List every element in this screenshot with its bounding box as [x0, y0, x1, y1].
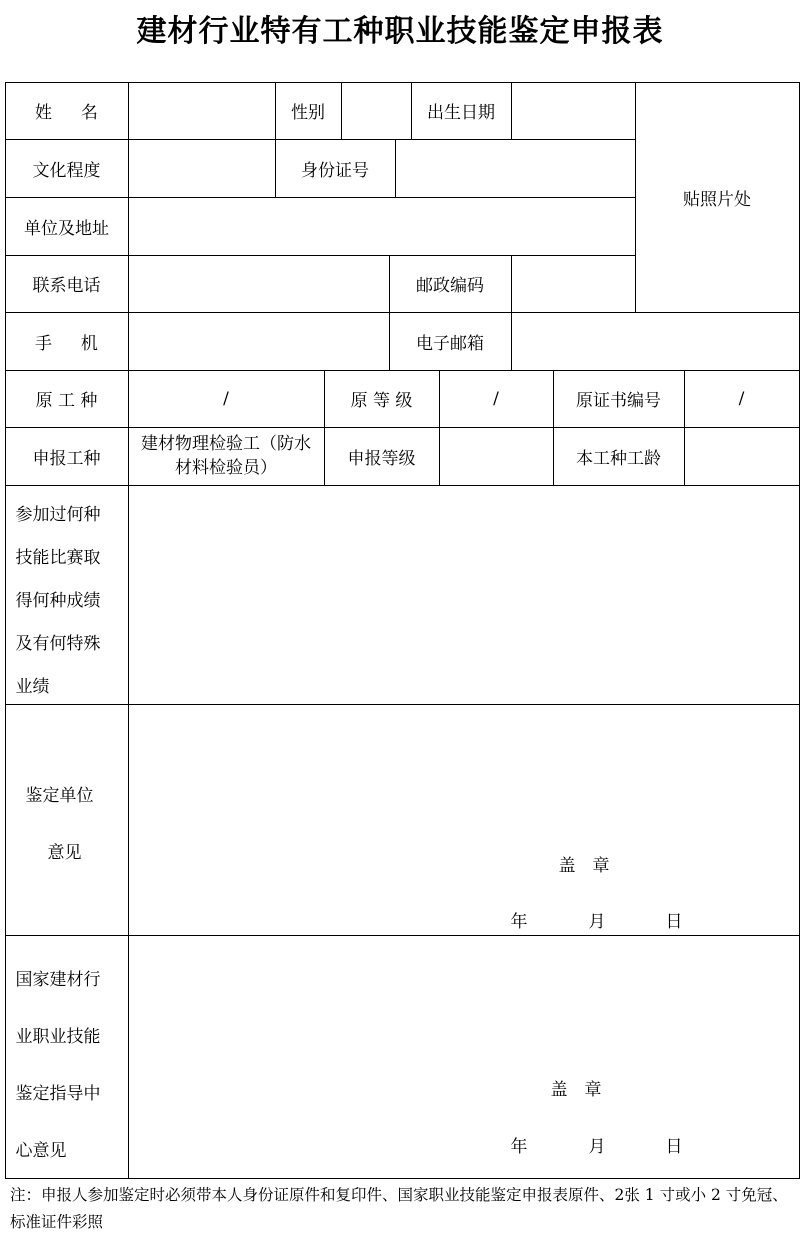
form-title: 建材行业特有工种职业技能鉴定申报表	[136, 14, 664, 49]
seal-label: 盖 章	[558, 855, 610, 876]
year-label: 年	[510, 1136, 528, 1157]
photo-box: 贴照片处	[635, 82, 800, 313]
field-apply-level[interactable]	[439, 427, 554, 486]
field-apply-type[interactable]: 建材物理检验工（防水材料检验员）	[128, 427, 325, 486]
field-orig-cert[interactable]: /	[684, 370, 800, 428]
field-name[interactable]	[128, 82, 276, 140]
year-label: 年	[510, 911, 528, 932]
field-mobile[interactable]	[128, 312, 390, 371]
footnote: 注：申报人参加鉴定时必须带本人身份证原件和复印件、国家职业技能鉴定申报表原件、2张 1 寸或小 2 寸免冠、标准证件彩照	[10, 1186, 788, 1231]
field-birth[interactable]	[511, 82, 636, 140]
label-unit: 单位及地址	[5, 197, 129, 256]
label-apply-type: 申报工种	[5, 427, 129, 486]
label-work-years: 本工种工龄	[553, 427, 685, 486]
field-orig-level[interactable]: /	[439, 370, 554, 428]
field-phone[interactable]	[128, 255, 390, 313]
field-email[interactable]	[511, 312, 800, 371]
label-orig-level: 原 等 级	[324, 370, 440, 428]
field-education[interactable]	[128, 139, 276, 198]
field-id-no[interactable]	[395, 139, 636, 198]
label-postcode: 邮政编码	[389, 255, 512, 313]
day-label: 日	[665, 1136, 683, 1157]
label-gender: 性别	[275, 82, 342, 140]
month-label: 月	[588, 911, 606, 932]
field-work-years[interactable]	[684, 427, 800, 486]
label-email: 电子邮箱	[389, 312, 512, 371]
label-education: 文化程度	[5, 139, 129, 198]
label-phone: 联系电话	[5, 255, 129, 313]
field-unit-opinion[interactable]	[128, 704, 800, 936]
label-birth: 出生日期	[411, 82, 512, 140]
label-competition: 参加过何种 技能比赛取 得何种成绩 及有何特殊 业绩	[5, 485, 129, 705]
label-orig-cert: 原证书编号	[553, 370, 685, 428]
label-unit-opinion: 鉴定单位 意见	[5, 704, 129, 936]
label-apply-level: 申报等级	[324, 427, 440, 486]
label-mobile: 手 机	[5, 312, 129, 371]
label-center-opinion: 国家建材行 业职业技能 鉴定指导中 心意见	[5, 935, 129, 1179]
label-id-no: 身份证号	[275, 139, 396, 198]
label-name: 姓 名	[5, 82, 129, 140]
day-label: 日	[665, 911, 683, 932]
month-label: 月	[588, 1136, 606, 1157]
field-postcode[interactable]	[511, 255, 636, 313]
field-competition[interactable]	[128, 485, 800, 705]
field-unit[interactable]	[128, 197, 636, 256]
seal-label: 盖 章	[550, 1079, 602, 1100]
field-gender[interactable]	[341, 82, 412, 140]
label-orig-type: 原 工 种	[5, 370, 129, 428]
field-center-opinion[interactable]	[128, 935, 800, 1179]
field-orig-type[interactable]: /	[128, 370, 325, 428]
